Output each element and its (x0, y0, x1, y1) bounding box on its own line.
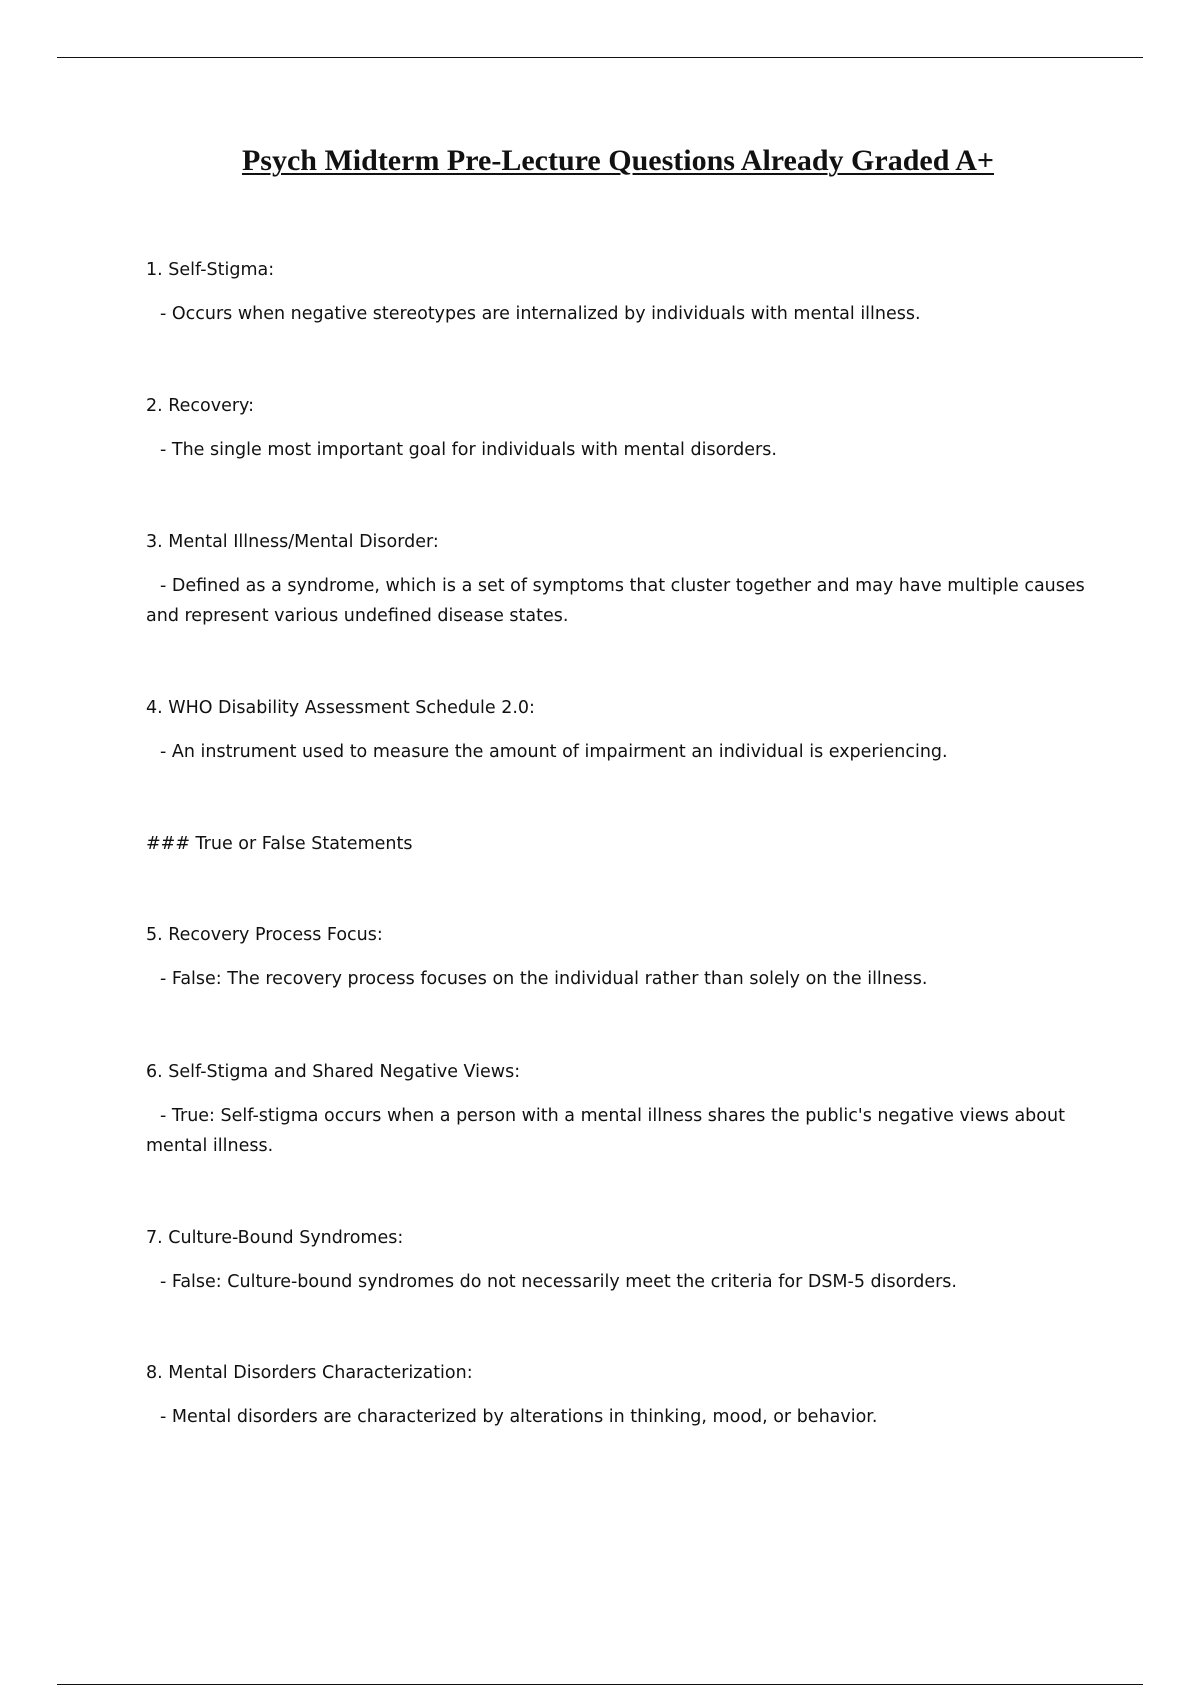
section-block (146, 829, 1086, 920)
list-item (146, 527, 1086, 693)
item-detail: - False: The recovery process focuses on the individual rather than solely on the illness. (160, 969, 928, 989)
section-heading: ### True or False Statements (146, 834, 413, 854)
list-item (146, 1057, 1086, 1223)
item-heading: 1. Self-Stigma: (146, 260, 275, 280)
item-detail: - True: Self-stigma occurs when a person with a mental illness shares the public's negative views about mental illness. (146, 1106, 1065, 1156)
item-heading: 2. Recovery: (146, 396, 255, 416)
item-heading: 4. WHO Disability Assessment Schedule 2.0: (146, 698, 535, 718)
list-item (146, 920, 1086, 1057)
item-heading: 8. Mental Disorders Characterization: (146, 1363, 473, 1383)
item-detail: - False: Culture-bound syndromes do not necessarily meet the criteria for DSM-5 disorders. (160, 1272, 957, 1292)
item-detail: - Defined as a syndrome, which is a set of symptoms that cluster together and may have multiple causes and represent various undefined disease states. (146, 576, 1085, 626)
header-rule (57, 57, 1143, 58)
item-detail: - Mental disorders are characterized by alterations in thinking, mood, or behavior. (160, 1407, 878, 1427)
item-detail: - Occurs when negative stereotypes are internalized by individuals with mental illness. (160, 304, 921, 324)
item-heading: 5. Recovery Process Focus: (146, 925, 383, 945)
list-item (146, 391, 1086, 527)
item-detail: - An instrument used to measure the amount of impairment an individual is experiencing. (160, 742, 948, 762)
list-item (146, 1358, 1086, 1438)
item-detail: - The single most important goal for individuals with mental disorders. (160, 440, 777, 460)
list-item (146, 255, 1086, 391)
item-heading: 3. Mental Illness/Mental Disorder: (146, 532, 439, 552)
document-title: Psych Midterm Pre-Lecture Questions Already Graded A+ (241, 144, 994, 177)
item-heading: 6. Self-Stigma and Shared Negative Views: (146, 1062, 521, 1082)
document-body (146, 255, 1086, 1438)
footer-rule (57, 1684, 1143, 1685)
list-item (146, 1223, 1086, 1358)
list-item (146, 693, 1086, 829)
item-heading: 7. Culture-Bound Syndromes: (146, 1228, 404, 1248)
